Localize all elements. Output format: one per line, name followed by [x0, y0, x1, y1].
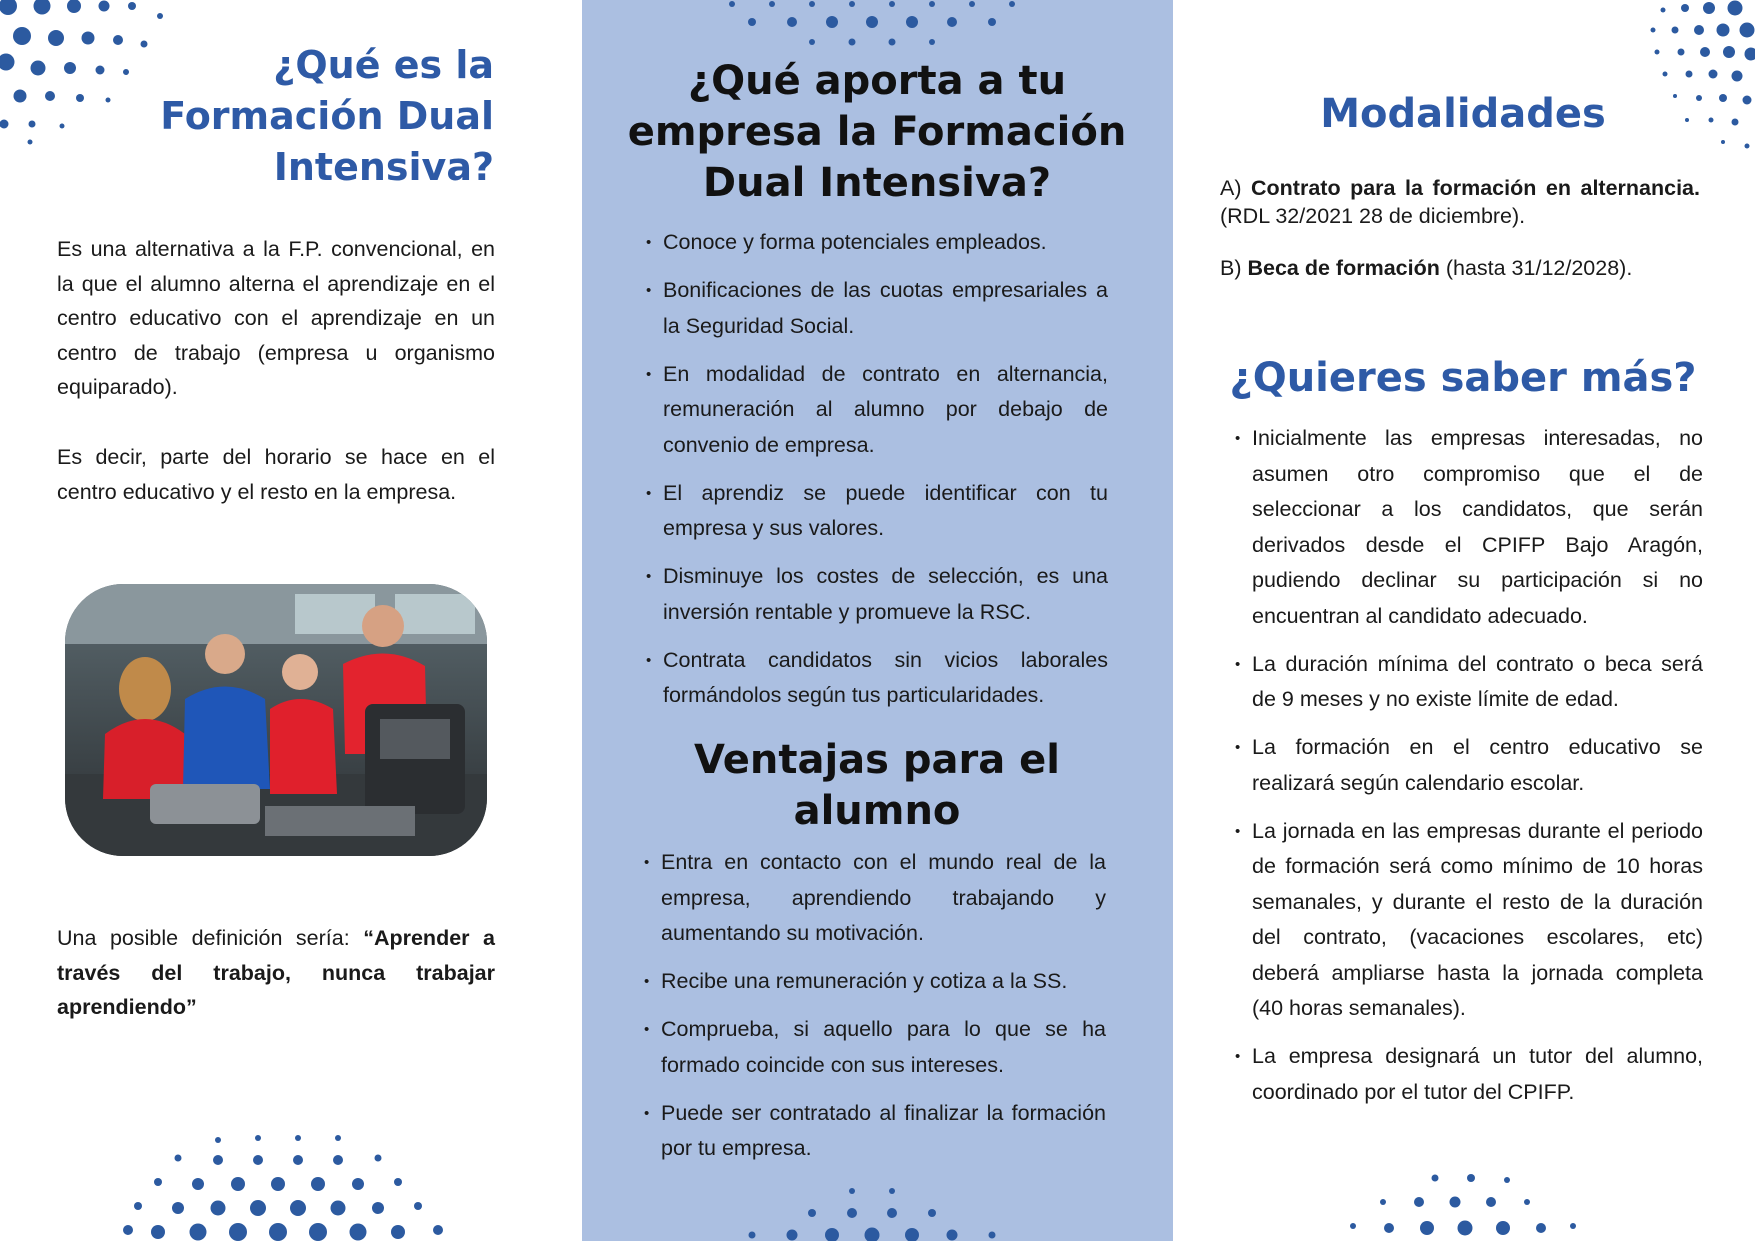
section-title-student-benefits: [622, 735, 1132, 837]
modality-b-prefix: B): [1220, 256, 1248, 280]
list-item: • El aprendiz se puede identificar con tu empresa y sus valores.: [646, 476, 1108, 547]
title-line: Formación Dual: [160, 94, 494, 138]
decorative-dots-bottom-right: [1343, 1170, 1583, 1241]
company-benefits-list: [646, 225, 1108, 726]
list-item: • La formación en el centro educativo se realizará según calendario escolar.: [1235, 730, 1703, 801]
section-title-what-is: [74, 40, 494, 193]
section-title-modalities: Modalidades: [1320, 91, 1606, 137]
list-item: • La jornada en las empresas durante el periodo de formación será como mínimo de 10 horas semanales, y durante el resto de la duración del contrato, (vacaciones escolares, etc) deberá ampliarse hasta la jornada completa (40 horas semanales).: [1235, 814, 1703, 1027]
list-item: • Contrata candidatos sin vicios laborales formándolos según tus particularidades.: [646, 643, 1108, 714]
list-item: • Bonificaciones de las cuotas empresariales a la Seguridad Social.: [646, 273, 1108, 344]
definition-prefix: Una posible definición sería:: [57, 926, 364, 950]
list-item: • Disminuye los costes de selección, es una inversión rentable y promueve la RSC.: [646, 559, 1108, 630]
list-item: • Entra en contacto con el mundo real de la empresa, aprendiendo trabajando y aumentando su motivación.: [644, 845, 1106, 952]
title-line: ¿Qué es la: [273, 43, 494, 87]
decorative-dots-bottom-middle: [732, 1185, 1032, 1241]
modality-b-name: Beca de formación: [1247, 256, 1440, 280]
decorative-dots-top-middle: [722, 0, 1042, 50]
title-line: Dual Intensiva?: [702, 160, 1052, 206]
list-item: • Comprueba, si aquello para lo que se ha formado coincide con sus intereses.: [644, 1012, 1106, 1083]
middle-panel: [582, 0, 1173, 1241]
list-item: • Recibe una remuneración y cotiza a la SS.: [644, 964, 1106, 1000]
right-panel: [1173, 0, 1755, 1241]
section-title-more-info: ¿Quieres saber más?: [1229, 355, 1697, 401]
modality-a-prefix: A): [1220, 176, 1252, 200]
definition-quote-paragraph: [57, 921, 495, 1025]
list-item: • Conoce y forma potenciales empleados.: [646, 225, 1108, 261]
more-info-list: [1235, 421, 1703, 1123]
definition-quote: “Aprender a través del trabajo, nunca trabajar aprendiendo”: [57, 926, 495, 1019]
title-line: alumno: [793, 788, 961, 834]
list-item: • En modalidad de contrato en alternancia, remuneración al alumno por debajo de convenio de empresa.: [646, 357, 1108, 464]
definition-paragraph: Es una alternativa a la F.P. convencional, en la que el alumno alterna el aprendizaje en el centro educativo con el aprendizaje en un centro de trabajo (empresa u organismo equiparado).: [57, 237, 495, 399]
left-panel: [0, 0, 582, 1241]
title-line: Intensiva?: [273, 145, 494, 189]
modality-b-detail: (hasta 31/12/2028).: [1439, 256, 1633, 280]
title-line: Ventajas para el: [693, 737, 1061, 783]
modality-a-detail: (RDL 32/2021 28 de diciembre).: [1220, 204, 1526, 228]
title-line: empresa la Formación: [627, 109, 1127, 155]
modality-a: [1220, 174, 1700, 230]
student-benefits-list: [644, 845, 1106, 1179]
modality-b: [1220, 254, 1700, 282]
modality-a-name: Contrato para la formación en alternancia.: [1251, 176, 1700, 200]
list-item: • La duración mínima del contrato o beca será de 9 meses y no existe límite de edad.: [1235, 647, 1703, 718]
list-item: • Puede ser contratado al finalizar la formación por tu empresa.: [644, 1096, 1106, 1167]
section-title-company-benefits: [622, 56, 1132, 209]
decorative-dots-bottom-left: [118, 1130, 458, 1241]
schedule-paragraph: Es decir, parte del horario se hace en el centro educativo y el resto en la empresa.: [57, 445, 495, 504]
workshop-photo: [65, 584, 487, 856]
list-item: • La empresa designará un tutor del alumno, coordinado por el tutor del CPIFP.: [1235, 1039, 1703, 1110]
list-item: • Inicialmente las empresas interesadas, no asumen otro compromiso que el de seleccionar a los candidatos, que serán derivados desde el CPIFP Bajo Aragón, pudiendo declinar su participación si no encuentran al candidato adecuado.: [1235, 421, 1703, 634]
title-line: ¿Qué aporta a tu: [687, 58, 1067, 104]
